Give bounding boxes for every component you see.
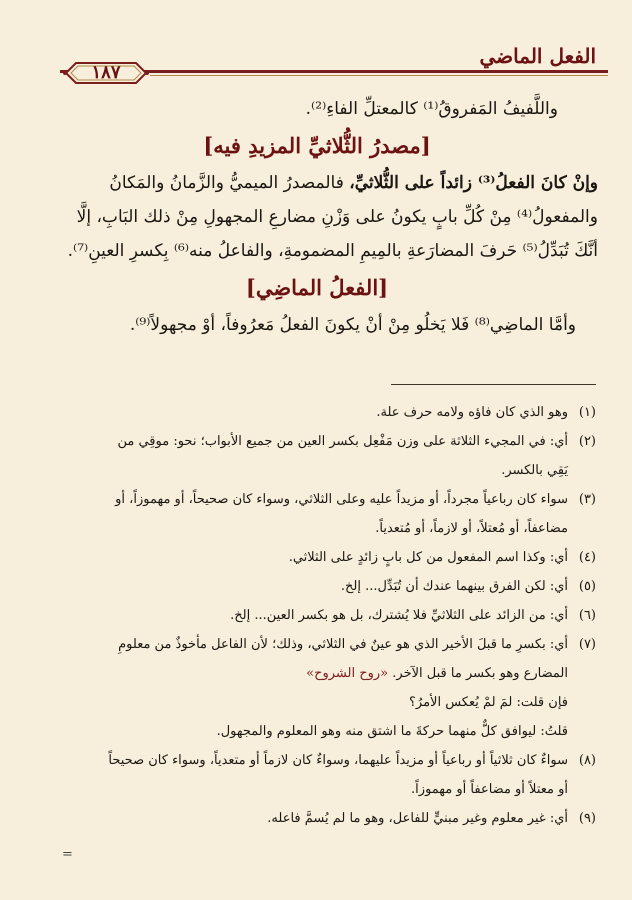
text-line-1: واللَّفيفُ المَفروقُ⁽¹⁾ كالمعتلِّ الفاءِ⁽²⁾. <box>305 99 558 119</box>
footnote-9 <box>36 804 596 833</box>
footnote-number: (٤) <box>578 550 596 565</box>
footnote-number: (٢) <box>578 434 596 449</box>
section-heading-1: [مصدرُ الثُّلاثيِّ المزيدِ فيه] <box>203 133 431 158</box>
text-line-5: وأمَّا الماضِي⁽⁸⁾ فَلا يَخلُو مِنْ أنْ يكونَ الفعلُ مَعرُوفاً، أوْ مجهولاً⁽⁹⁾. <box>129 315 576 335</box>
section-heading-2: [الفعلُ الماضِي] <box>245 275 389 300</box>
text-line-2 <box>36 166 598 200</box>
footnote-5 <box>36 572 596 601</box>
footnote-number: (٧) <box>578 637 596 652</box>
footnote-number: (٥) <box>578 579 596 594</box>
footnote-7 <box>36 630 596 659</box>
footnote-text: أي: لكن الفرق بينهما عندك أن تُبَدِّل... إلخ. <box>340 579 568 594</box>
footnote-2 <box>36 427 596 456</box>
footnote-3-continued: مضاعفاً، أو مُعتلاً، أو لازماً، أو مُتعدياً. <box>375 521 568 536</box>
running-title: الفعل الماضي <box>479 44 596 68</box>
footnote-text: سواءٌ كان ثلاثياً أو رباعياً أو مزيداً عليهما، وسواءٌ كان لازماً أو متعدياً، وسواء كان صحيحاً <box>108 753 568 768</box>
footnote-7-answer: قلتُ: ليوافق كلٌّ منهما حركةَ ما اشتق منه وهو المعلوم والمجهول. <box>216 724 568 739</box>
footnote-3 <box>36 485 596 514</box>
footnote-8 <box>36 746 596 775</box>
footnote-number: (٩) <box>578 811 596 826</box>
page-number: ١٨٧ <box>91 62 121 83</box>
footnote-7-question: فإن قلت: لمَ لمْ يُعكس الأمرُ؟ <box>409 695 568 710</box>
continuation-mark: = <box>62 847 73 862</box>
footnote-4 <box>36 543 596 572</box>
footnote-1 <box>36 398 596 427</box>
footnote-6 <box>36 601 596 630</box>
footnote-number: (٨) <box>578 753 596 768</box>
footnote-8-continued: أو معتلاً أو مضاعفاً أو مهموزاً. <box>411 782 568 797</box>
footnote-separator <box>391 384 596 385</box>
footnote-text: أي: من الزائد على الثلاثيِّ فلا يُشترك، بل هو بكسر العين... إلخ. <box>230 608 568 623</box>
footnote-number: (٦) <box>578 608 596 623</box>
footnote-number: (١) <box>578 405 596 420</box>
footnote-number: (٣) <box>578 492 596 507</box>
footnote-7-cont-text: المضارع وهو بكسر ما قبل الآخر. <box>392 666 568 681</box>
footnote-7-continued <box>36 659 596 688</box>
text-line-2-rest: فالمصدرُ الميميُّ والزَّمانُ والمَكانُ <box>109 173 350 193</box>
footnote-text: أي: غير معلوم وغير مبنيٍّ للفاعل، وهو ما لم يُسمَّ فاعله. <box>267 811 568 826</box>
footnote-text: أي: بكسرِ ما قبلَ الأخير الذي هو عينٌ في الثلاثي، وذلك؛ لأن الفاعل مأخوذٌ من معلومِ <box>118 637 568 652</box>
header-rule-thin <box>150 75 608 76</box>
footnote-text: أي: وكذا اسم المفعول من كل بابٍ زائدٍ على الثلاثي. <box>288 550 568 565</box>
source-citation: «روح الشروح» <box>306 666 389 681</box>
text-line-3: والمفعولُ⁽⁴⁾ مِنْ كُلِّ بابٍ يكونُ على وَزْنِ مضارعِ المجهولِ مِنْ ذلك البَابِ، إلَّا <box>76 207 598 227</box>
text-line-4: أنَّكَ تُبَدِّلُ⁽⁵⁾ حَرفَ المضارَعةِ بالمِيمِ المضمومةِ، والفاعلُ منه⁽⁶⁾ بِكسرِ العينِ⁽⁷⁾. <box>67 241 598 261</box>
main-text <box>36 92 598 342</box>
footnotes <box>36 398 596 833</box>
footnote-text: وهو الذي كان فاؤه ولامه حرف علة. <box>376 405 568 420</box>
footnote-2-continued: يَقِي بالكسر. <box>501 463 568 478</box>
page-number-badge <box>62 60 150 86</box>
text-line-2-bold: وإنْ كانَ الفعلُ⁽³⁾ زائداً على الثُّلاثيِّ، <box>349 173 598 193</box>
footnote-text: سواء كان رباعياً مجرداً، أو مزيداً عليه وعلى الثلاثي، وسواء كان صحيحاً، أو مهموزاً، أو <box>115 492 568 507</box>
footnote-text: أي: في المجيء الثلاثة على وزن مَفْعِل بكسر العين من جميع الأبواب؛ نحو: موقِي من <box>117 434 568 449</box>
